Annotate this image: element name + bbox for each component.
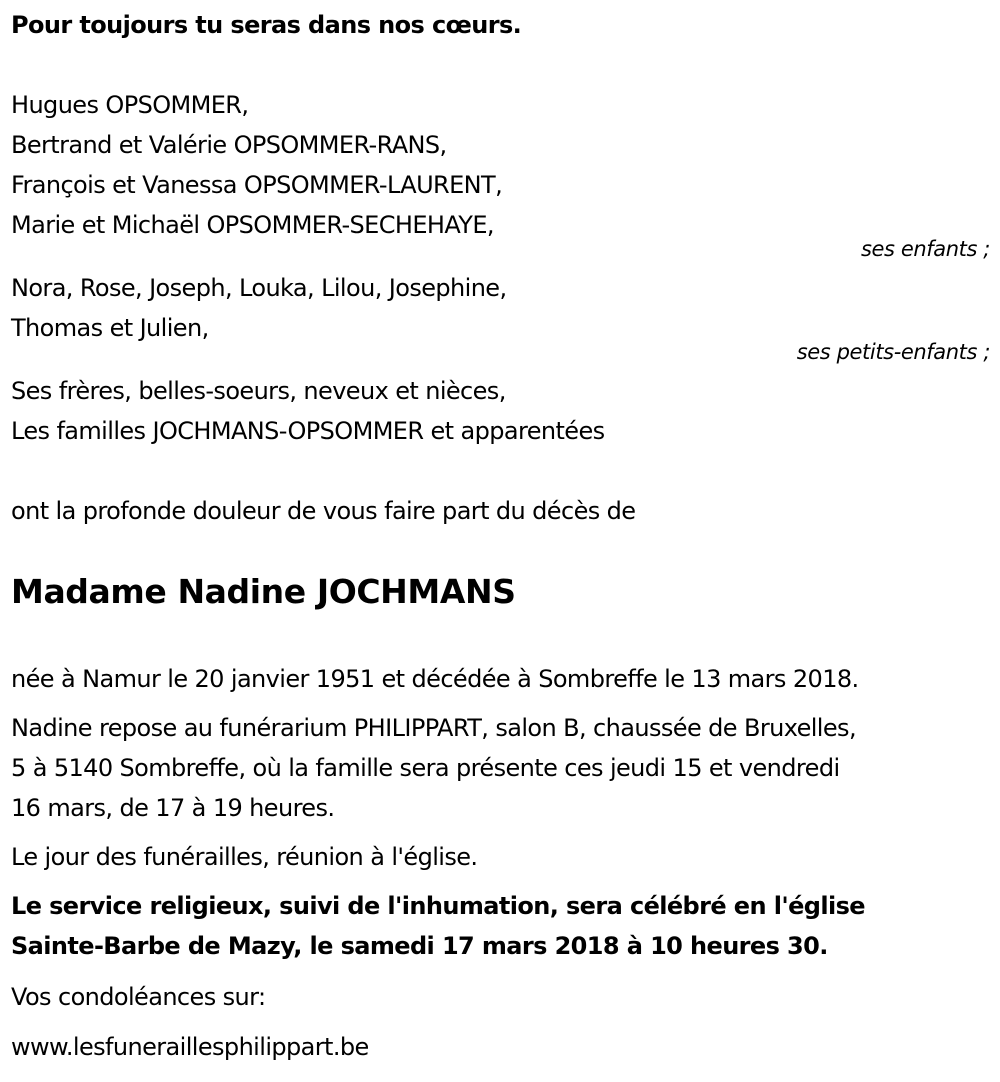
grandchild-line: Nora, Rose, Joseph, Louka, Lilou, Josephine, [11, 274, 507, 302]
child-line: Bertrand et Valérie OPSOMMER-RANS, [11, 131, 447, 159]
announcement: ont la profonde douleur de vous faire part du décès de [11, 497, 636, 525]
children-label: ses enfants ; [860, 237, 990, 261]
family-line: Les familles JOCHMANS-OPSOMMER et apparentées [11, 417, 605, 445]
child-line: Hugues OPSOMMER, [11, 91, 249, 119]
birth-death: née à Namur le 20 janvier 1951 et décédée à Sombreffe le 13 mars 2018. [11, 665, 859, 693]
visitation-line: 5 à 5140 Sombreffe, où la famille sera présente ces jeudi 15 et vendredi [11, 754, 840, 782]
condolences-label: Vos condoléances sur: [11, 983, 266, 1011]
child-line: Marie et Michaël OPSOMMER-SECHEHAYE, [11, 211, 494, 239]
service-line: Sainte-Barbe de Mazy, le samedi 17 mars 2018 à 10 heures 30. [11, 932, 828, 960]
visitation-line: 16 mars, de 17 à 19 heures. [11, 794, 335, 822]
meeting: Le jour des funérailles, réunion à l'église. [11, 843, 478, 871]
grandchild-line: Thomas et Julien, [11, 314, 209, 342]
family-line: Ses frères, belles-soeurs, neveux et nièces, [11, 377, 506, 405]
condolences-link[interactable]: www.lesfuneraillesphilippart.be [11, 1033, 369, 1061]
child-line: François et Vanessa OPSOMMER-LAURENT, [11, 171, 503, 199]
deceased-name: Madame Nadine JOCHMANS [11, 572, 516, 611]
visitation-line: Nadine repose au funérarium PHILIPPART, salon B, chaussée de Bruxelles, [11, 714, 856, 742]
heading: Pour toujours tu seras dans nos cœurs. [11, 11, 522, 39]
grandchildren-label: ses petits-enfants ; [796, 340, 990, 364]
service-line: Le service religieux, suivi de l'inhumation, sera célébré en l'église [11, 892, 865, 920]
